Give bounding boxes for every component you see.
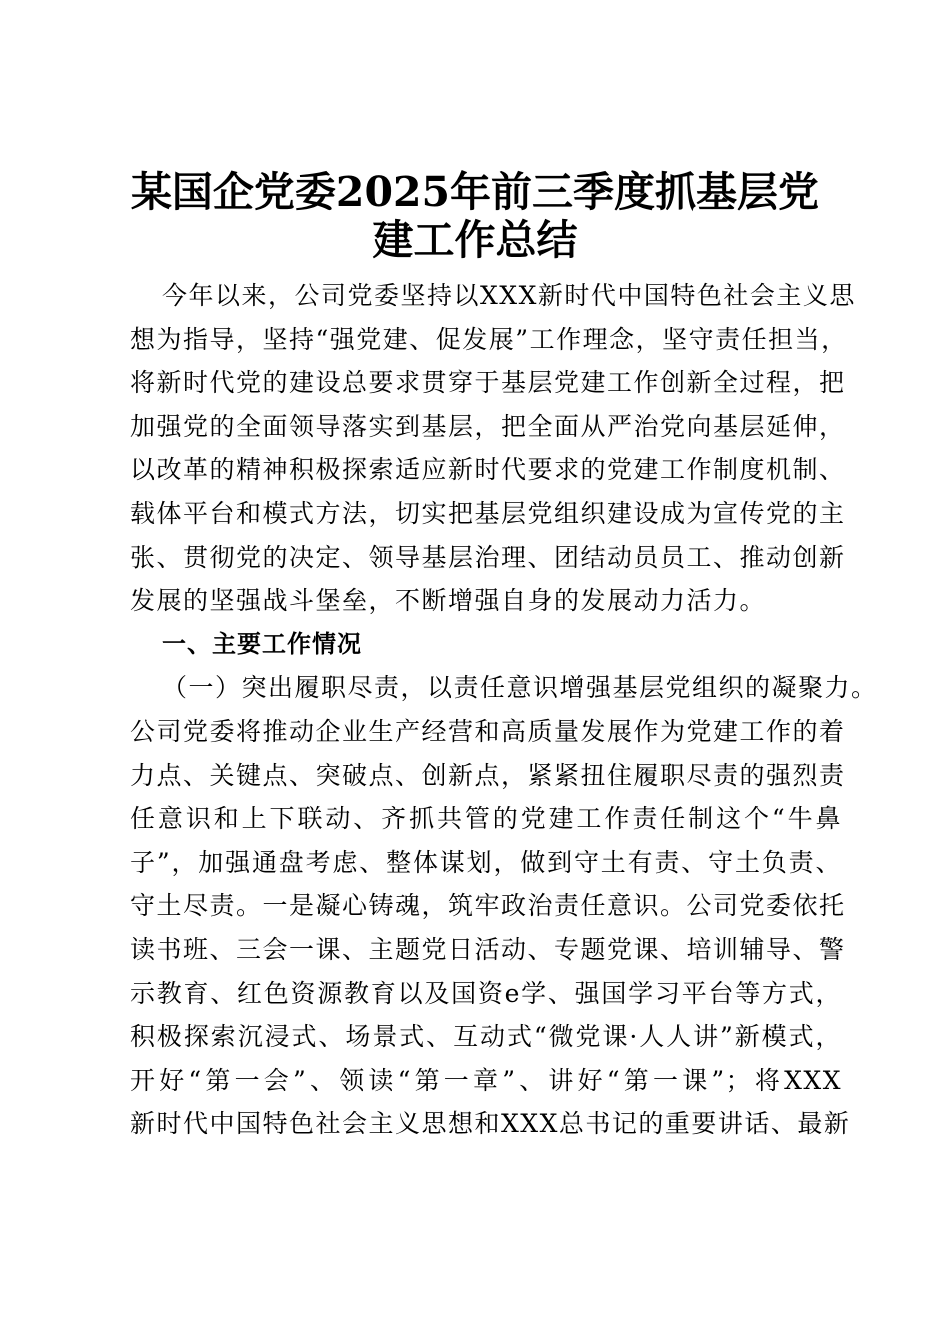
paragraph-intro-line: 今年以来，公司党委坚持以XXX新时代中国特色社会主义思 <box>162 281 856 310</box>
document-title <box>100 168 850 264</box>
title-line-1: 某国企党委2025年前三季度抓基层党 <box>130 168 820 216</box>
paragraph-line: 开好“第一会”、领读“第一章”、讲好“第一课”；将XXX <box>130 1065 842 1095</box>
paragraph-line: 守土尽责。一是凝心铸魂，筑牢政治责任意识。公司党委依托 <box>130 891 846 921</box>
title-line-2: 建工作总结 <box>372 216 578 264</box>
paragraph-line: 积极探索沉浸式、场景式、互动式“微党课·人人讲”新模式， <box>130 1022 842 1052</box>
document-body <box>130 274 878 1146</box>
paragraph-line: 子”，加强通盘考虑、整体谋划，做到守土有责、守土负责、 <box>130 847 842 877</box>
paragraph-intro-line: 以改革的精神积极探索适应新时代要求的党建工作制度机制、 <box>130 455 846 485</box>
paragraph-line: 读书班、三会一课、主题党日活动、专题党课、培训辅导、警 <box>130 934 846 964</box>
paragraph-line: 新时代中国特色社会主义思想和XXX总书记的重要讲话、最新 <box>130 1109 851 1139</box>
paragraph-intro-line: 想为指导，坚持“强党建、促发展”工作理念，坚守责任担当， <box>130 324 848 354</box>
paragraph-intro-line: 加强党的全面领导落实到基层，把全面从严治党向基层延伸， <box>130 411 846 441</box>
paragraph-intro-line: 将新时代党的建设总要求贯穿于基层党建工作创新全过程，把 <box>130 368 846 398</box>
section-heading: 一、主要工作情况 <box>162 629 362 658</box>
paragraph-intro-line: 张、贯彻党的决定、领导基层治理、团结动员员工、推动创新 <box>130 542 846 572</box>
subsection-heading: （一）突出履职尽责，以责任意识增强基层党组织的凝聚力。 <box>162 673 878 703</box>
paragraph-line: 力点、关键点、突破点、创新点，紧紧扭住履职尽责的强烈责 <box>130 760 846 790</box>
paragraph-intro-line: 发展的坚强战斗堡垒，不断增强自身的发展动力活力。 <box>130 586 767 616</box>
paragraph-line: 任意识和上下联动、齐抓共管的党建工作责任制这个“牛鼻 <box>130 804 842 834</box>
paragraph-intro-line: 载体平台和模式方法，切实把基层党组织建设成为宣传党的主 <box>130 498 846 528</box>
paragraph-line: 公司党委将推动企业生产经营和高质量发展作为党建工作的着 <box>130 716 846 746</box>
paragraph-line: 示教育、红色资源教育以及国资e学、强国学习平台等方式， <box>130 978 842 1008</box>
